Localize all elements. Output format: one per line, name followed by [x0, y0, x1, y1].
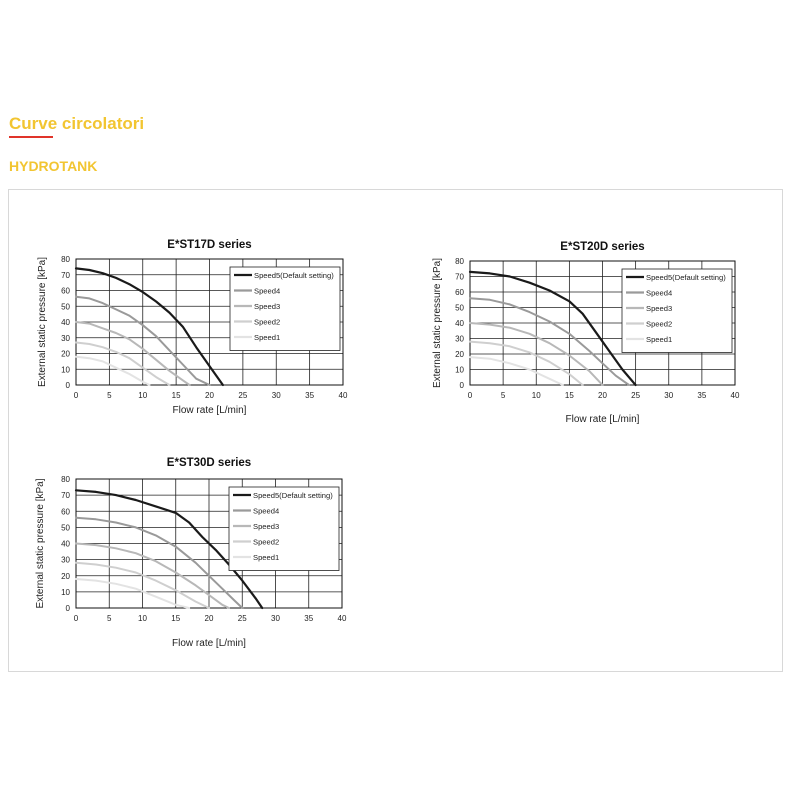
- legend-label: Speed2: [254, 317, 281, 327]
- y-axis-label: External static pressure [kPa]: [35, 478, 46, 609]
- legend-label: Speed4: [646, 288, 673, 298]
- x-tick-label: 10: [531, 391, 541, 400]
- y-tick-label: 60: [61, 286, 70, 296]
- chart-est20d: [425, 234, 755, 424]
- y-tick-label: 40: [61, 539, 70, 549]
- y-tick-label: 30: [61, 555, 70, 565]
- x-tick-label: 0: [467, 391, 473, 400]
- y-tick-label: 20: [455, 350, 464, 359]
- y-tick-label: 20: [61, 349, 70, 359]
- y-tick-label: 0: [65, 604, 70, 613]
- x-tick-label: 10: [138, 614, 147, 623]
- x-tick-label: 25: [238, 391, 248, 400]
- y-tick-label: 80: [455, 257, 464, 266]
- legend-label: Speed5(Default setting): [253, 491, 333, 500]
- legend-label: Speed5(Default setting): [646, 273, 726, 282]
- x-tick-label: 20: [204, 614, 214, 623]
- y-tick-label: 60: [61, 507, 70, 517]
- chart-title: E*ST17D series: [167, 239, 252, 251]
- series-line-speed4: [470, 298, 629, 385]
- x-tick-label: 35: [305, 391, 315, 400]
- legend-label: Speed1: [253, 553, 280, 562]
- x-tick-label: 30: [271, 614, 280, 623]
- page-title: Curve circolatori: [9, 114, 145, 133]
- chart-est30d: [30, 450, 360, 655]
- x-tick-label: 15: [171, 614, 181, 623]
- x-tick-label: 40: [338, 391, 348, 400]
- y-axis-label: External static pressure [kPa]: [432, 257, 443, 389]
- section-subtitle: HYDROTANK: [9, 158, 98, 174]
- y-tick-label: 80: [61, 255, 70, 264]
- y-tick-label: 30: [455, 334, 464, 344]
- y-tick-label: 30: [61, 333, 70, 343]
- x-tick-label: 25: [237, 614, 247, 623]
- chart-title: E*ST20D series: [560, 241, 645, 253]
- legend-label: Speed1: [254, 333, 281, 342]
- y-axis-label: External static pressure [kPa]: [37, 256, 48, 388]
- x-tick-label: 0: [73, 391, 79, 400]
- x-tick-label: 35: [697, 391, 707, 400]
- y-tick-label: 50: [61, 523, 70, 533]
- legend-label: Speed3: [254, 302, 281, 311]
- legend-label: Speed3: [253, 522, 280, 531]
- y-tick-label: 70: [61, 491, 70, 501]
- chart-title: E*ST30D series: [166, 457, 252, 469]
- x-tick-label: 20: [205, 391, 214, 400]
- legend-label: Speed3: [646, 304, 673, 313]
- x-tick-label: 15: [171, 391, 181, 400]
- x-tick-label: 30: [271, 391, 281, 400]
- series-line-speed2: [76, 343, 169, 386]
- y-tick-label: 50: [455, 303, 464, 313]
- x-tick-label: 35: [304, 614, 314, 623]
- y-tick-label: 40: [455, 319, 464, 328]
- series-line-speed5-default-setting: [470, 272, 636, 385]
- legend-label: Speed2: [253, 537, 280, 547]
- legend-label: Speed5(Default setting): [254, 271, 334, 280]
- y-tick-label: 10: [61, 587, 70, 597]
- x-tick-label: 25: [631, 391, 641, 400]
- series-line-speed2: [470, 342, 583, 385]
- legend-label: Speed4: [253, 506, 280, 516]
- y-tick-label: 60: [455, 288, 464, 297]
- series-line-speed1: [76, 357, 149, 385]
- title-underline: [9, 136, 53, 138]
- x-tick-label: 5: [107, 614, 112, 623]
- y-tick-label: 0: [65, 381, 70, 390]
- x-tick-label: 30: [664, 391, 674, 400]
- y-tick-label: 70: [61, 270, 70, 280]
- y-tick-label: 10: [455, 365, 464, 375]
- y-tick-label: 10: [61, 365, 70, 375]
- x-axis-label: Flow rate [L/min]: [172, 405, 247, 416]
- y-tick-label: 80: [61, 475, 70, 484]
- x-tick-label: 0: [73, 614, 79, 623]
- series-line-speed1: [76, 579, 189, 608]
- y-tick-label: 40: [61, 318, 70, 327]
- y-tick-label: 20: [61, 571, 70, 581]
- legend-label: Speed2: [646, 319, 673, 329]
- chart-est17d: [30, 232, 360, 422]
- y-tick-label: 50: [61, 302, 70, 312]
- x-tick-label: 10: [138, 391, 148, 400]
- y-tick-label: 70: [455, 272, 464, 282]
- legend-label: Speed1: [646, 335, 673, 344]
- legend-label: Speed4: [254, 286, 281, 296]
- x-tick-label: 20: [598, 391, 607, 400]
- x-tick-label: 5: [107, 391, 112, 400]
- y-tick-label: 0: [459, 381, 464, 390]
- x-tick-label: 40: [337, 614, 347, 623]
- x-axis-label: Flow rate [L/min]: [172, 638, 246, 649]
- x-tick-label: 40: [730, 391, 740, 400]
- x-axis-label: Flow rate [L/min]: [565, 414, 640, 425]
- x-tick-label: 5: [500, 391, 506, 400]
- x-tick-label: 15: [564, 391, 574, 400]
